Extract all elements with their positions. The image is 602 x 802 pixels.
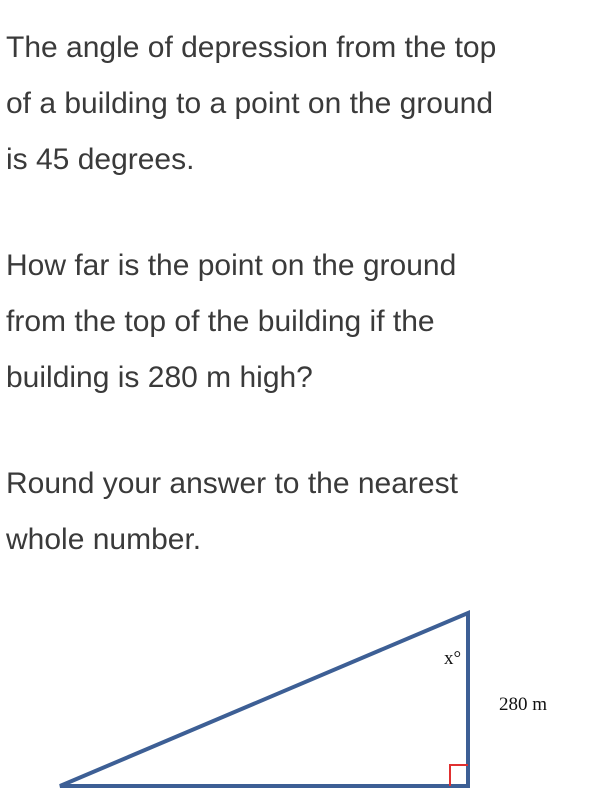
text-line: from the top of the building if the <box>6 305 435 338</box>
triangle-diagram <box>0 600 602 802</box>
rounding-instruction <box>6 456 596 568</box>
text-line: whole number. <box>6 523 202 556</box>
text-line: of a building to a point on the ground <box>6 87 494 120</box>
angle-label: x° <box>444 648 462 669</box>
text-line: How far is the point on the ground <box>6 249 457 282</box>
question-text <box>6 20 596 568</box>
text-line: building is 280 m high? <box>6 361 313 394</box>
right-angle-marker <box>450 765 468 786</box>
height-label: 280 m <box>499 694 548 715</box>
text-line: Round your answer to the nearest <box>6 467 458 500</box>
question-prompt <box>6 238 596 406</box>
right-triangle <box>60 613 468 786</box>
text-line: is 45 degrees. <box>6 143 195 176</box>
text-line: The angle of depression from the top <box>6 31 497 64</box>
problem-statement <box>6 20 596 188</box>
